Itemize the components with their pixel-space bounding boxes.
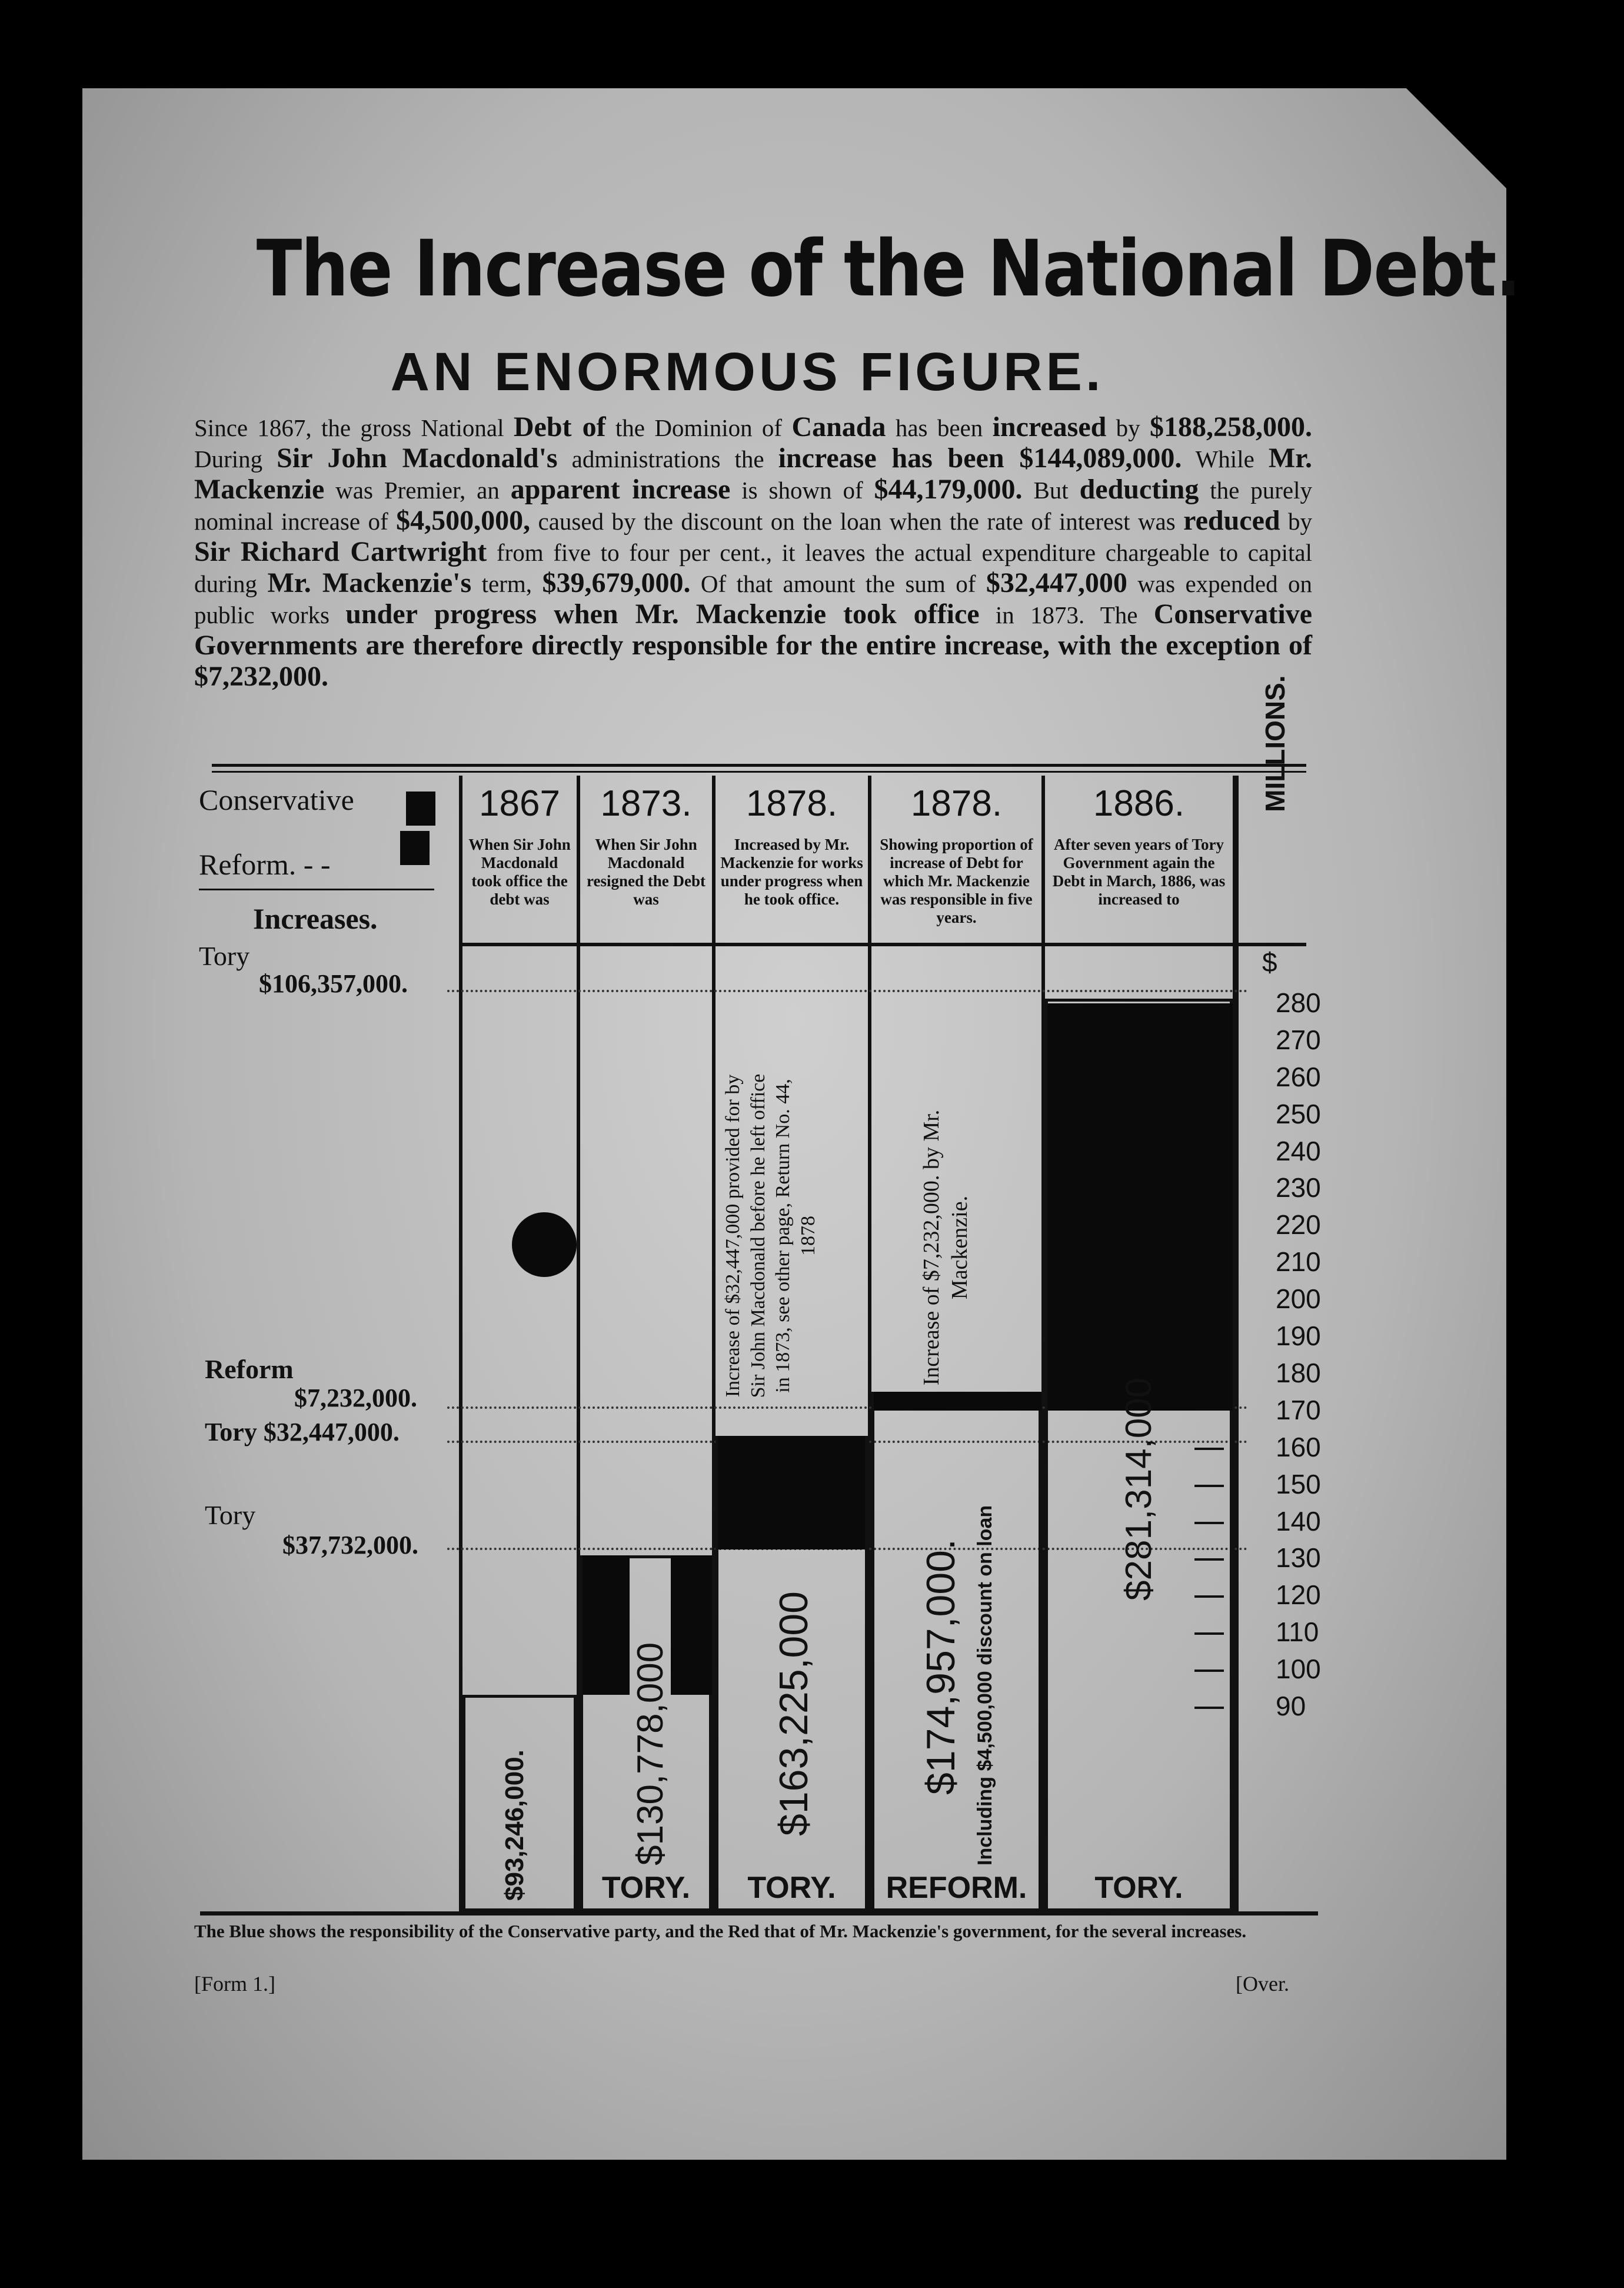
scale-tick-label: 190 bbox=[1276, 1321, 1321, 1352]
paragraph-text: the Dominion of bbox=[605, 414, 792, 441]
paragraph-emphasis: $188,258,000. bbox=[1150, 411, 1312, 443]
paragraph-text: the purely nominal increase of bbox=[194, 477, 1312, 535]
column-divider bbox=[1233, 776, 1239, 1911]
scale-tick-label: 120 bbox=[1276, 1579, 1321, 1611]
amount-1886: $281,314,000 bbox=[1119, 1377, 1159, 1601]
column-year: 1886. bbox=[1093, 783, 1185, 824]
scale-tick-label: 140 bbox=[1276, 1505, 1321, 1537]
scale-tick-label: 210 bbox=[1276, 1246, 1321, 1278]
discount-note: Including $4,500,000 discount on loan bbox=[974, 1505, 996, 1865]
paragraph-text: caused by the discount on the loan when the rate of interest was bbox=[530, 508, 1184, 535]
paragraph-emphasis: increase has been $144,089,000. bbox=[778, 443, 1182, 474]
scale-tick-label: 150 bbox=[1276, 1468, 1321, 1499]
scale-tick-mark bbox=[1194, 1485, 1224, 1487]
increase-block-1886 bbox=[1047, 1003, 1233, 1411]
scale-tick-label: 160 bbox=[1276, 1431, 1321, 1462]
column-year: 1873. bbox=[600, 783, 692, 824]
paragraph-emphasis: Mr. Mackenzie bbox=[194, 443, 1313, 505]
amount-1878-reform: $174,957,000. bbox=[919, 1539, 963, 1795]
scale-tick-label: 230 bbox=[1276, 1172, 1321, 1203]
paragraph-emphasis: $32,447,000 bbox=[986, 567, 1127, 598]
paragraph-emphasis: under progress when Mr. Mackenzie took office bbox=[345, 598, 980, 630]
column-year: 1878. bbox=[746, 783, 838, 824]
scale-header: MILLIONS. bbox=[1260, 675, 1290, 812]
paragraph-text: is shown of bbox=[730, 477, 874, 504]
note-1878-reform: Increase of $7,232,000. by Mr. Mackenzie. bbox=[919, 1109, 972, 1386]
scale-tick-label: 220 bbox=[1276, 1209, 1321, 1241]
scale-tick-label: 240 bbox=[1276, 1135, 1321, 1166]
scale-tick-mark bbox=[1194, 1448, 1224, 1450]
tory-increase-value: $106,357,000. bbox=[259, 969, 408, 998]
paragraph-text: term, bbox=[471, 570, 543, 597]
form-number: [Form 1.] bbox=[194, 1972, 275, 1996]
page-title: The Increase of the National Debt. bbox=[256, 224, 1520, 314]
chart-bottom-rule bbox=[200, 1911, 1318, 1915]
paragraph-emphasis: Sir Richard Cartwright bbox=[194, 536, 487, 567]
scale-tick-label: 90 bbox=[1276, 1691, 1306, 1721]
tory-1873-increase-value: $37,732,000. bbox=[282, 1531, 418, 1559]
column-caption: Increased by Mr. Mackenzie for works under progress when he took office. bbox=[720, 836, 863, 908]
paragraph-text: While bbox=[1182, 445, 1269, 473]
paragraph-emphasis: Conservative Governments are therefore directly responsible for the entire increase, with the exception of $7,232,000. bbox=[194, 598, 1312, 692]
reform-increase-value: $7,232,000. bbox=[294, 1384, 417, 1412]
legend-conservative-swatch bbox=[406, 792, 435, 826]
scale-tick-label: 250 bbox=[1276, 1098, 1321, 1129]
column-caption: When Sir John Macdonald resigned the Debt was bbox=[587, 836, 705, 908]
paragraph-emphasis: Canada bbox=[791, 411, 886, 443]
legend-rule bbox=[199, 889, 434, 890]
footnote: The Blue shows the responsibility of the Conservative party, and the Red that of Mr. Mackenzie's government, for the several increases. bbox=[194, 1921, 1247, 1941]
column-year: 1867 bbox=[479, 783, 560, 824]
increase-block-1878-reform bbox=[874, 1392, 1041, 1410]
scale-currency: $ bbox=[1262, 947, 1277, 977]
column-party: TORY. bbox=[747, 1871, 836, 1905]
reform-increase-label: Reform bbox=[205, 1354, 294, 1384]
paragraph-emphasis: Debt of bbox=[513, 411, 606, 443]
paragraph-emphasis: $4,500,000, bbox=[396, 505, 531, 536]
paragraph-text: administrations the bbox=[557, 445, 778, 473]
paragraph-text: by bbox=[1280, 508, 1312, 535]
scale-tick-label: 130 bbox=[1276, 1542, 1321, 1574]
paragraph-text: was expended on public works bbox=[194, 570, 1313, 628]
paragraph-emphasis: Mr. Mackenzie's bbox=[267, 567, 472, 598]
column-party: TORY. bbox=[1094, 1871, 1183, 1905]
paragraph-text: in 1873. The bbox=[979, 601, 1154, 628]
chart-top-rule bbox=[212, 764, 1306, 767]
tory-works-increase: Tory $32,447,000. bbox=[205, 1418, 400, 1446]
column-caption: Showing proportion of increase of Debt for which Mr. Mackenzie was responsible in five years. bbox=[880, 836, 1033, 926]
paragraph-emphasis: $44,179,000. bbox=[874, 474, 1023, 505]
paragraph-emphasis: $39,679,000. bbox=[542, 567, 691, 598]
legend-conservative-label: Conservative bbox=[199, 783, 354, 816]
column-caption: When Sir John Macdonald took office the debt was bbox=[468, 836, 571, 908]
increase-block-1878-works bbox=[718, 1436, 865, 1550]
amount-1867: $93,246,000. bbox=[500, 1750, 529, 1901]
legend-reform-label: Reform. - - bbox=[199, 848, 331, 881]
note-1878-works: Increase of $32,447,000 provided for by Sir John Macdonald before he left office in 1873, see other page, Return No. 44, 1878 bbox=[722, 1073, 819, 1398]
paragraph-text: During bbox=[194, 445, 277, 473]
scale-tick-mark bbox=[1194, 1522, 1224, 1524]
ink-blot bbox=[512, 1212, 577, 1277]
scale-tick-mark bbox=[1194, 1670, 1224, 1672]
increase-block-1873-right bbox=[671, 1555, 712, 1694]
column-party: REFORM. bbox=[886, 1871, 1027, 1905]
paragraph-text: Of that amount the sum of bbox=[690, 570, 986, 597]
column-caption: After seven years of Tory Government again the Debt in March, 1886, was increased to bbox=[1052, 836, 1226, 908]
chart-top-rule-thin bbox=[212, 771, 1306, 773]
scale-tick-label: 280 bbox=[1276, 987, 1321, 1018]
header-bottom-rule bbox=[459, 943, 1306, 946]
paragraph-emphasis: apparent increase bbox=[510, 474, 731, 505]
paragraph-text: has been bbox=[886, 414, 993, 441]
scale-tick-label: 100 bbox=[1276, 1654, 1321, 1685]
paragraph-text: was Premier, an bbox=[324, 477, 511, 504]
torn-corner bbox=[1406, 88, 1506, 188]
paragraph-emphasis: Sir John Macdonald's bbox=[277, 443, 558, 474]
scale-tick-mark bbox=[1194, 1558, 1224, 1561]
paragraph-emphasis: reduced bbox=[1183, 505, 1280, 536]
paragraph-emphasis: increased bbox=[992, 411, 1107, 443]
column-party: TORY. bbox=[601, 1871, 691, 1905]
scale-tick-label: 180 bbox=[1276, 1357, 1321, 1388]
scale-tick-mark bbox=[1194, 1595, 1224, 1598]
increases-heading: Increases. bbox=[253, 902, 378, 935]
column-year: 1878. bbox=[910, 783, 1003, 824]
intro-paragraph bbox=[194, 412, 1312, 693]
tory-1873-increase-label: Tory bbox=[205, 1500, 256, 1530]
scale-tick-label: 260 bbox=[1276, 1061, 1321, 1092]
scale-tick-label: 270 bbox=[1276, 1024, 1321, 1055]
paragraph-text: But bbox=[1022, 477, 1080, 504]
paragraph-text: by bbox=[1106, 414, 1150, 441]
tory-increase-label: Tory bbox=[199, 941, 250, 971]
paragraph-text: from five to four per cent., it leaves the actual expenditure chargeable to capital during bbox=[194, 539, 1313, 597]
page-subtitle: AN ENORMOUS FIGURE. bbox=[390, 342, 1104, 402]
amount-1878-works: $163,225,000 bbox=[771, 1591, 816, 1836]
scale-tick-mark bbox=[1194, 1707, 1224, 1709]
paragraph-text: Since 1867, the gross National bbox=[194, 414, 514, 441]
scale-tick-label: 170 bbox=[1276, 1394, 1321, 1425]
scale-tick-mark bbox=[1194, 1632, 1224, 1635]
continued-over: [Over. bbox=[1236, 1972, 1289, 1996]
scale-tick-label: 200 bbox=[1276, 1283, 1321, 1315]
scale-tick-label: 110 bbox=[1276, 1617, 1319, 1648]
paragraph-emphasis: deducting bbox=[1079, 474, 1199, 505]
legend-reform-swatch bbox=[400, 831, 430, 865]
guide-line-280 bbox=[447, 990, 1247, 992]
amount-1873: $130,778,000 bbox=[630, 1642, 671, 1865]
increase-block-1873 bbox=[583, 1555, 630, 1694]
